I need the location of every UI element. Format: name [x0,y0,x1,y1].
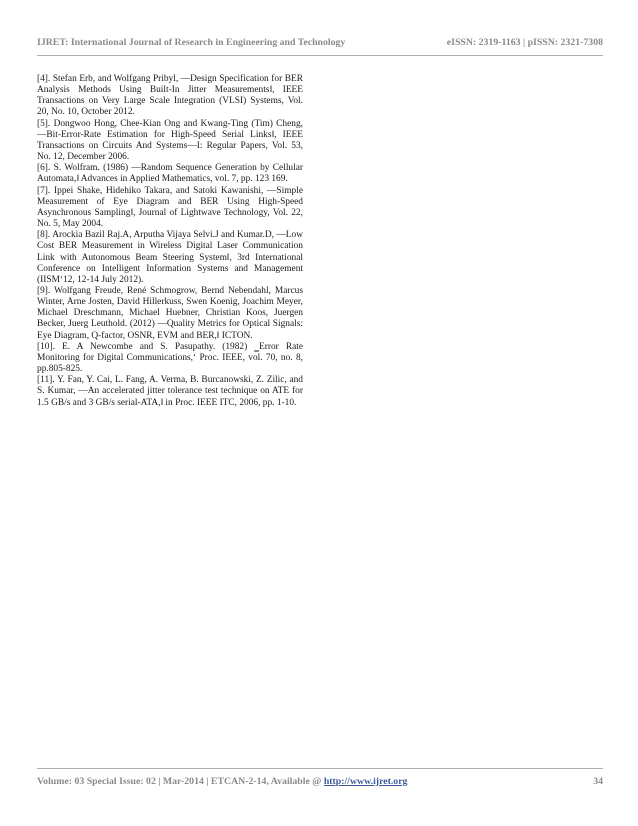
volume-text: Volume: 03 Special Issue: 02 | Mar-2014 | ETCAN-2-14, Available @ [37,776,324,787]
journal-title: IJRET: International Journal of Research in Engineering and Technology [37,37,346,48]
header-divider [37,55,603,56]
reference-item: [5]. Dongwoo Hong, Chee-Kian Ong and Kwang-Ting (Tim) Cheng, ―Bit-Error-Rate Estimation for High-Speed Serial Links‖, IEEE Transactions on Circuits And Systems—I: Regular Papers, Vol. 53, No. 12, December 2006. [37,118,303,163]
reference-list [37,74,303,409]
reference-item: [4]. Stefan Erb, and Wolfgang Pribyl, ―Design Specification for BER Analysis Methods Using Built-In Jitter Measurements‖, IEEE Transactions on Very Large Scale Integration (VLSI) Systems, Vol. 20, No. 10, October 2012. [37,74,303,118]
page-number: 34 [593,776,603,787]
page-header [37,37,603,48]
reference-item: [10]. E. A Newcombe and S. Pasupathy. (1982) ‗Error Rate Monitoring for Digital Communications,‘ Proc. IEEE, vol. 70, no. 8, pp.805-825. [37,341,303,375]
volume-info [37,776,407,787]
footer-divider [37,768,603,769]
reference-item: [8]. Arockia Bazil Raj.A, Arputha Vijaya Selvi.J and Kumar.D, ―Low Cost BER Measurement in Wireless Digital Laser Communication Link with Autonomous Beam Steering System‖, 3rd International Conference on Intelligent Information Systems and Management (IISM‘12, 12-14 July 2012). [37,230,303,285]
issn-info: eISSN: 2319-1163 | pISSN: 2321-7308 [446,37,603,48]
page-footer [37,776,603,787]
reference-item: [7]. Ippei Shake, Hidehiko Takara, and Satoki Kawanishi, ―Simple Measurement of Eye Diagram and BER Using High-Speed Asynchronous Sampling‖, Journal of Lightwave Technology, Vol. 22, No. 5, May 2004. [37,185,303,230]
reference-item: [6]. S. Wolfram. (1986) ―Random Sequence Generation by Cellular Automata,‖ Advances in Applied Mathematics, vol. 7, pp. 123 169. [37,163,303,185]
reference-item: [9]. Wolfgang Freude, René Schmogrow, Bernd Nebendahl, Marcus Winter, Arne Josten, David Hillerkuss, Swen Koenig, Joachim Meyer, Michael Dreschmann, Michael Huebner, Christian Koos, Juergen Becker, Juerg Leuthold. (2012) ―Quality Metrics for Optical Signals: Eye Diagram, Q-factor, OSNR, EVM and BER,‖ ICTON. [37,285,303,341]
journal-link[interactable]: http://www.ijret.org [323,776,408,787]
reference-item: [11]. Y. Fan, Y. Cai, L. Fang, A. Verma, B. Burcanowski, Z. Zilic, and S. Kumar, ―An accelerated jitter tolerance test technique on ATE for 1.5 GB/s and 3 GB/s serial-ATA,‖ in Proc. IEEE ITC, 2006, pp. 1-10. [37,375,303,408]
